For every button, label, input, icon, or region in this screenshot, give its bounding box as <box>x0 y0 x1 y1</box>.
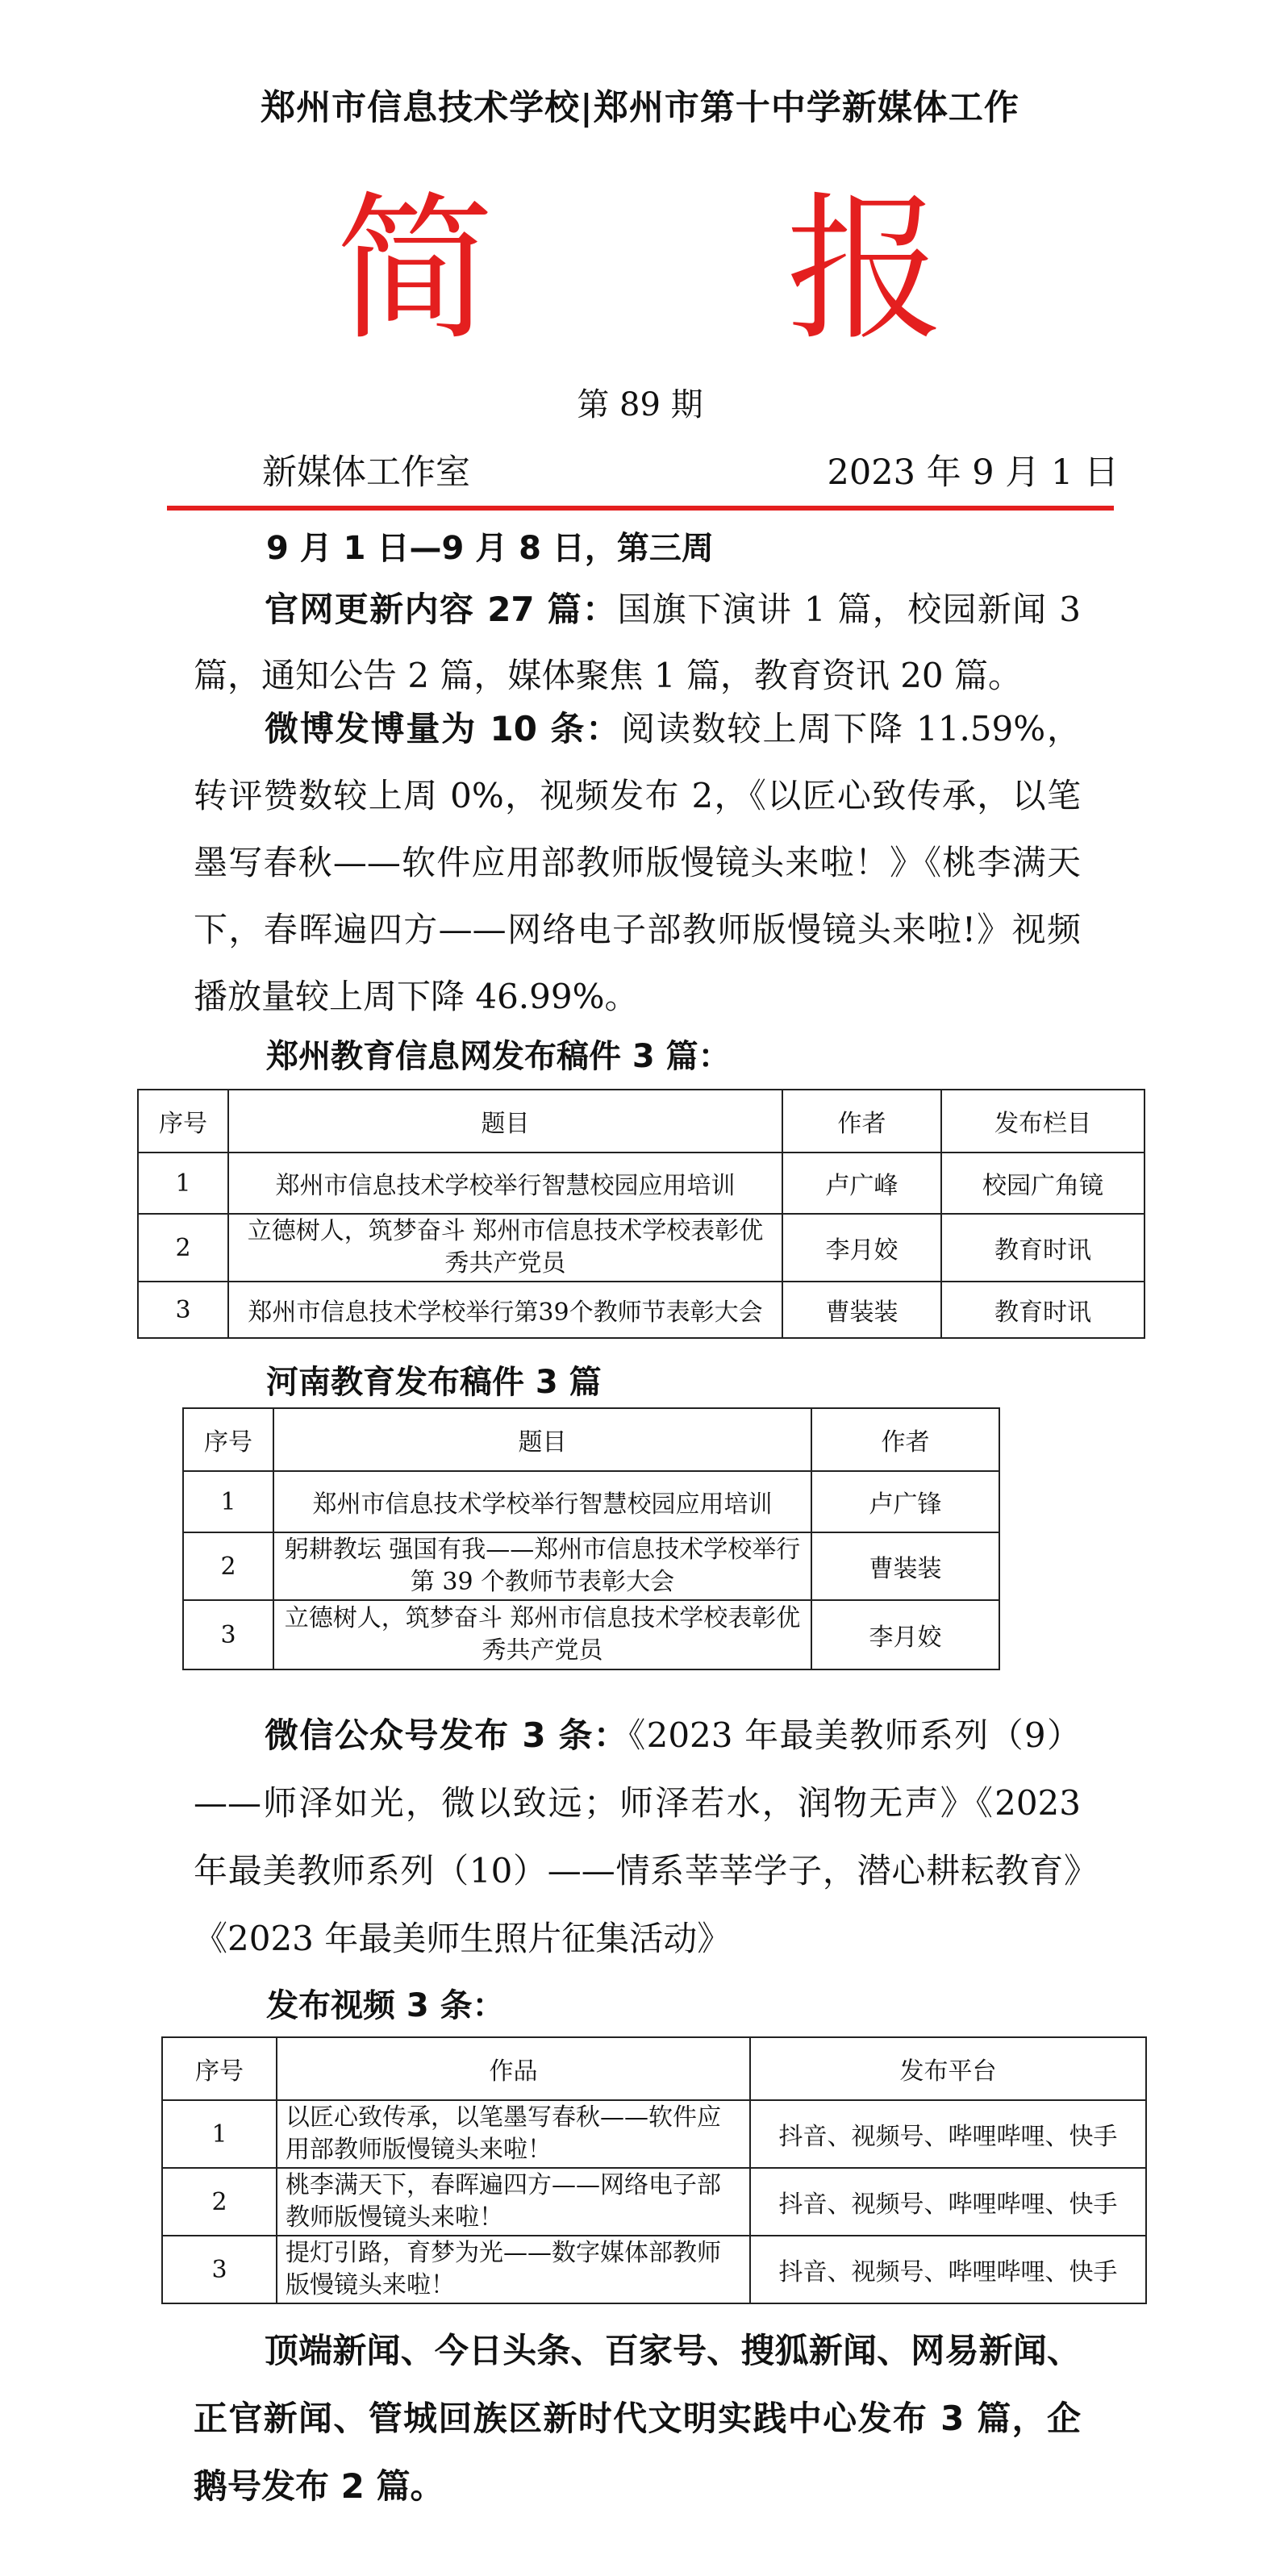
wechat-text: 《2023 年最美教师系列（9）——师泽如光，微以致远；师泽若水，润物无声》《2023 年最美教师系列（10）——情系莘莘学子，潜心耕耘教育》《2023 年最美师生照片征集活动》 <box>194 1715 1081 1958</box>
col-header: 序号 <box>138 1090 228 1153</box>
table-header-row <box>138 1090 1144 1153</box>
zzedu-heading: 郑州教育信息网发布稿件 3 篇： <box>266 1038 731 1075</box>
table-cell: 郑州市信息技术学校举行智慧校园应用培训 <box>228 1153 782 1214</box>
website-text: 国旗下演讲 1 篇，校园新闻 3 篇，通知公告 2 篇，媒体聚焦 1 篇，教育资讯 20 篇。 <box>194 590 1081 695</box>
table-row <box>162 2100 1146 2168</box>
weibo-summary <box>194 695 1081 1030</box>
col-header: 序号 <box>162 2037 277 2100</box>
issue-number: 第 89 期 <box>577 386 703 423</box>
weibo-text: 阅读数较上周下降 11.59%，转评赞数较上周 0%，视频发布 2，《以匠心致传承，以笔墨写春秋——软件应用部教师版慢镜头来啦！》《桃李满天下，春晖遍四方——网络电子部教师版慢镜头来啦!》视频播放量较上周下降 46.99%。 <box>194 709 1081 1016</box>
zzedu-table <box>137 1089 1145 1339</box>
week-range: 9 月 1 日—9 月 8 日，第三周 <box>266 530 714 567</box>
table-header-row <box>183 1408 999 1471</box>
table-cell: 曹装装 <box>782 1282 941 1338</box>
col-header: 题目 <box>273 1408 811 1471</box>
table-cell: 1 <box>138 1153 228 1214</box>
table-cell: 立德树人，筑梦奋斗 郑州市信息技术学校表彰优秀共产党员 <box>273 1600 811 1669</box>
col-header: 作者 <box>811 1408 999 1471</box>
table-cell: 校园广角镜 <box>941 1153 1144 1214</box>
table-cell: 抖音、视频号、哔哩哔哩、快手 <box>750 2168 1146 2236</box>
table-cell: 卢广锋 <box>811 1471 999 1532</box>
table-cell: 提灯引路，育梦为光——数字媒体部教师版慢镜头来啦！ <box>277 2236 750 2303</box>
bulletin-title: 简 报 <box>336 178 1065 362</box>
table-row <box>183 1600 999 1669</box>
website-summary <box>194 577 1081 709</box>
table-cell: 3 <box>183 1600 273 1669</box>
table-cell: 以匠心致传承，以笔墨写春秋——软件应用部教师版慢镜头来啦！ <box>277 2100 750 2168</box>
website-lead: 官网更新内容 27 篇： <box>265 590 618 629</box>
table-row <box>138 1214 1144 1282</box>
col-header: 发布平台 <box>750 2037 1146 2100</box>
table-row <box>183 1532 999 1600</box>
table-cell: 抖音、视频号、哔哩哔哩、快手 <box>750 2100 1146 2168</box>
table-cell: 李月姣 <box>782 1214 941 1282</box>
col-header: 发布栏目 <box>941 1090 1144 1153</box>
table-row <box>138 1153 1144 1214</box>
table-cell: 3 <box>162 2236 277 2303</box>
wechat-lead: 微信公众号发布 3 条： <box>265 1715 629 1755</box>
table-cell: 躬耕教坛 强国有我——郑州市信息技术学校举行第 39 个教师节表彰大会 <box>273 1532 811 1600</box>
table-cell: 李月姣 <box>811 1600 999 1669</box>
table-cell: 教育时讯 <box>941 1282 1144 1338</box>
table-cell: 郑州市信息技术学校举行智慧校园应用培训 <box>273 1471 811 1532</box>
col-header: 作者 <box>782 1090 941 1153</box>
table-cell: 2 <box>183 1532 273 1600</box>
table-cell: 曹装装 <box>811 1532 999 1600</box>
table-cell: 1 <box>183 1471 273 1532</box>
video-heading: 发布视频 3 条： <box>266 1987 505 2024</box>
col-header: 序号 <box>183 1408 273 1471</box>
table-cell: 立德树人，筑梦奋斗 郑州市信息技术学校表彰优秀共产党员 <box>228 1214 782 1282</box>
table-header-row <box>162 2037 1146 2100</box>
table-cell: 郑州市信息技术学校举行第39个教师节表彰大会 <box>228 1282 782 1338</box>
table-row <box>183 1471 999 1532</box>
col-header: 题目 <box>228 1090 782 1153</box>
table-cell: 3 <box>138 1282 228 1338</box>
red-divider <box>167 506 1114 511</box>
table-cell: 抖音、视频号、哔哩哔哩、快手 <box>750 2236 1146 2303</box>
table-cell: 1 <box>162 2100 277 2168</box>
other-platforms-summary: 顶端新闻、今日头条、百家号、搜狐新闻、网易新闻、正官新闻、管城回族区新时代文明实践中心发布 3 篇，企鹅号发布 2 篇。 <box>194 2331 1081 2506</box>
department: 新媒体工作室 <box>262 452 470 493</box>
video-table <box>161 2036 1147 2304</box>
table-row <box>138 1282 1144 1338</box>
table-cell: 卢广峰 <box>782 1153 941 1214</box>
col-header: 作品 <box>277 2037 750 2100</box>
wechat-summary <box>194 1702 1081 1973</box>
org-header: 郑州市信息技术学校|郑州市第十中学新媒体工作 <box>261 88 1019 128</box>
table-cell: 桃李满天下，春晖遍四方——网络电子部教师版慢镜头来啦！ <box>277 2168 750 2236</box>
henan-table <box>182 1407 1000 1670</box>
publish-date: 2023 年 9 月 1 日 <box>827 452 1119 493</box>
table-row <box>162 2168 1146 2236</box>
henan-heading: 河南教育发布稿件 3 篇 <box>266 1364 602 1401</box>
table-cell: 2 <box>138 1214 228 1282</box>
table-cell: 教育时讯 <box>941 1214 1144 1282</box>
table-cell: 2 <box>162 2168 277 2236</box>
table-row <box>162 2236 1146 2303</box>
weibo-lead: 微博发博量为 10 条： <box>265 709 622 748</box>
